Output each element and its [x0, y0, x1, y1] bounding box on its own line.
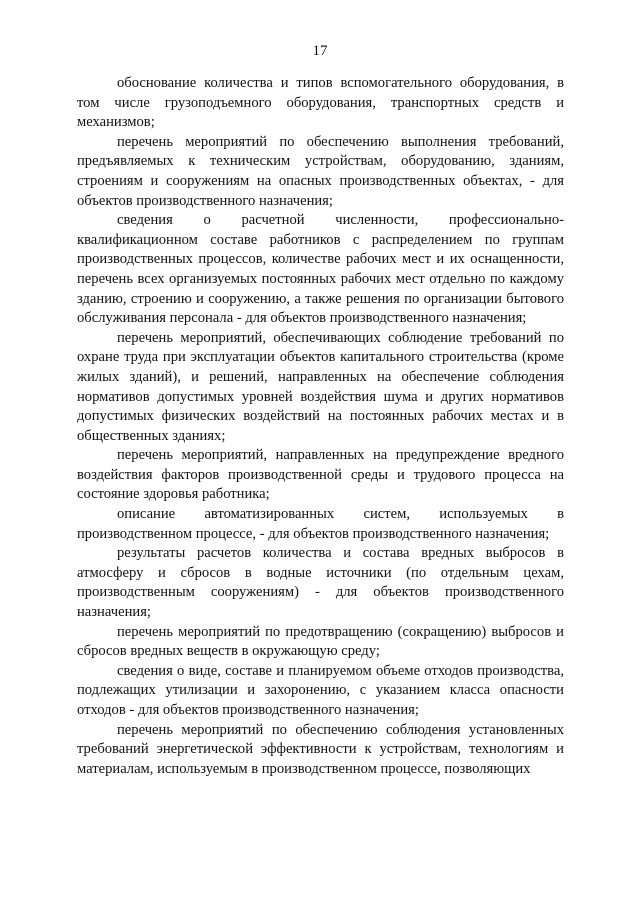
paragraph: перечень мероприятий по предотвращению (сокращению) выбросов и сбросов вредных веществ в окружающую среду;	[77, 623, 564, 660]
paragraph: результаты расчетов количества и состава вредных выбросов в атмосферу и сбросов в водные источники (по отдельным цехам, производственным сооружениям) - для объектов производственного назначения;	[77, 545, 564, 621]
paragraph: сведения о расчетной численности, профессионально-квалификационном составе работников с распределением по группам производственных процессов, количестве рабочих мест и их оснащенности, перечень всех организуемых постоянных рабочих мест отдельно по каждому зданию, строению и сооружению, а также решения по организации бытового обслуживания персонала - для объектов производственного назначения;	[77, 212, 564, 327]
paragraph: перечень мероприятий по обеспечению выполнения требований, предъявляемых к техническим устройствам, оборудованию, зданиям, строениям и сооружениям на опасных производственных объектах, - для объектов производственного назначения;	[77, 133, 564, 209]
paragraph: сведения о виде, составе и планируемом объеме отходов производства, подлежащих утилизации и захоронению, с указанием класса опасности отходов - для объектов производственного назначения;	[77, 662, 564, 718]
body-text	[77, 74, 564, 779]
paragraph: обоснование количества и типов вспомогательного оборудования, в том числе грузоподъемного оборудования, транспортных средств и механизмов;	[77, 75, 564, 131]
page-number: 17	[312, 43, 328, 59]
paragraph: перечень мероприятий, обеспечивающих соблюдение требований по охране труда при эксплуатации объектов капитального строительства (кроме жилых зданий), и решений, направленных на обеспечение соблюдения нормативов допустимых уровней воздействия шума и других нормативов допустимых физических воздействий на постоянных рабочих местах и в общественных зданиях;	[77, 329, 564, 444]
paragraph: перечень мероприятий по обеспечению соблюдения установленных требований энергетической эффективности к устройствам, технологиям и материалам, используемым в производственном процессе, позволяющих	[77, 721, 564, 777]
paragraph: перечень мероприятий, направленных на предупреждение вредного воздействия факторов производственной среды и трудового процесса на состояние здоровья работника;	[77, 447, 564, 503]
paragraph: описание автоматизированных систем, используемых в производственном процессе, - для объектов производственного назначения;	[77, 506, 564, 542]
